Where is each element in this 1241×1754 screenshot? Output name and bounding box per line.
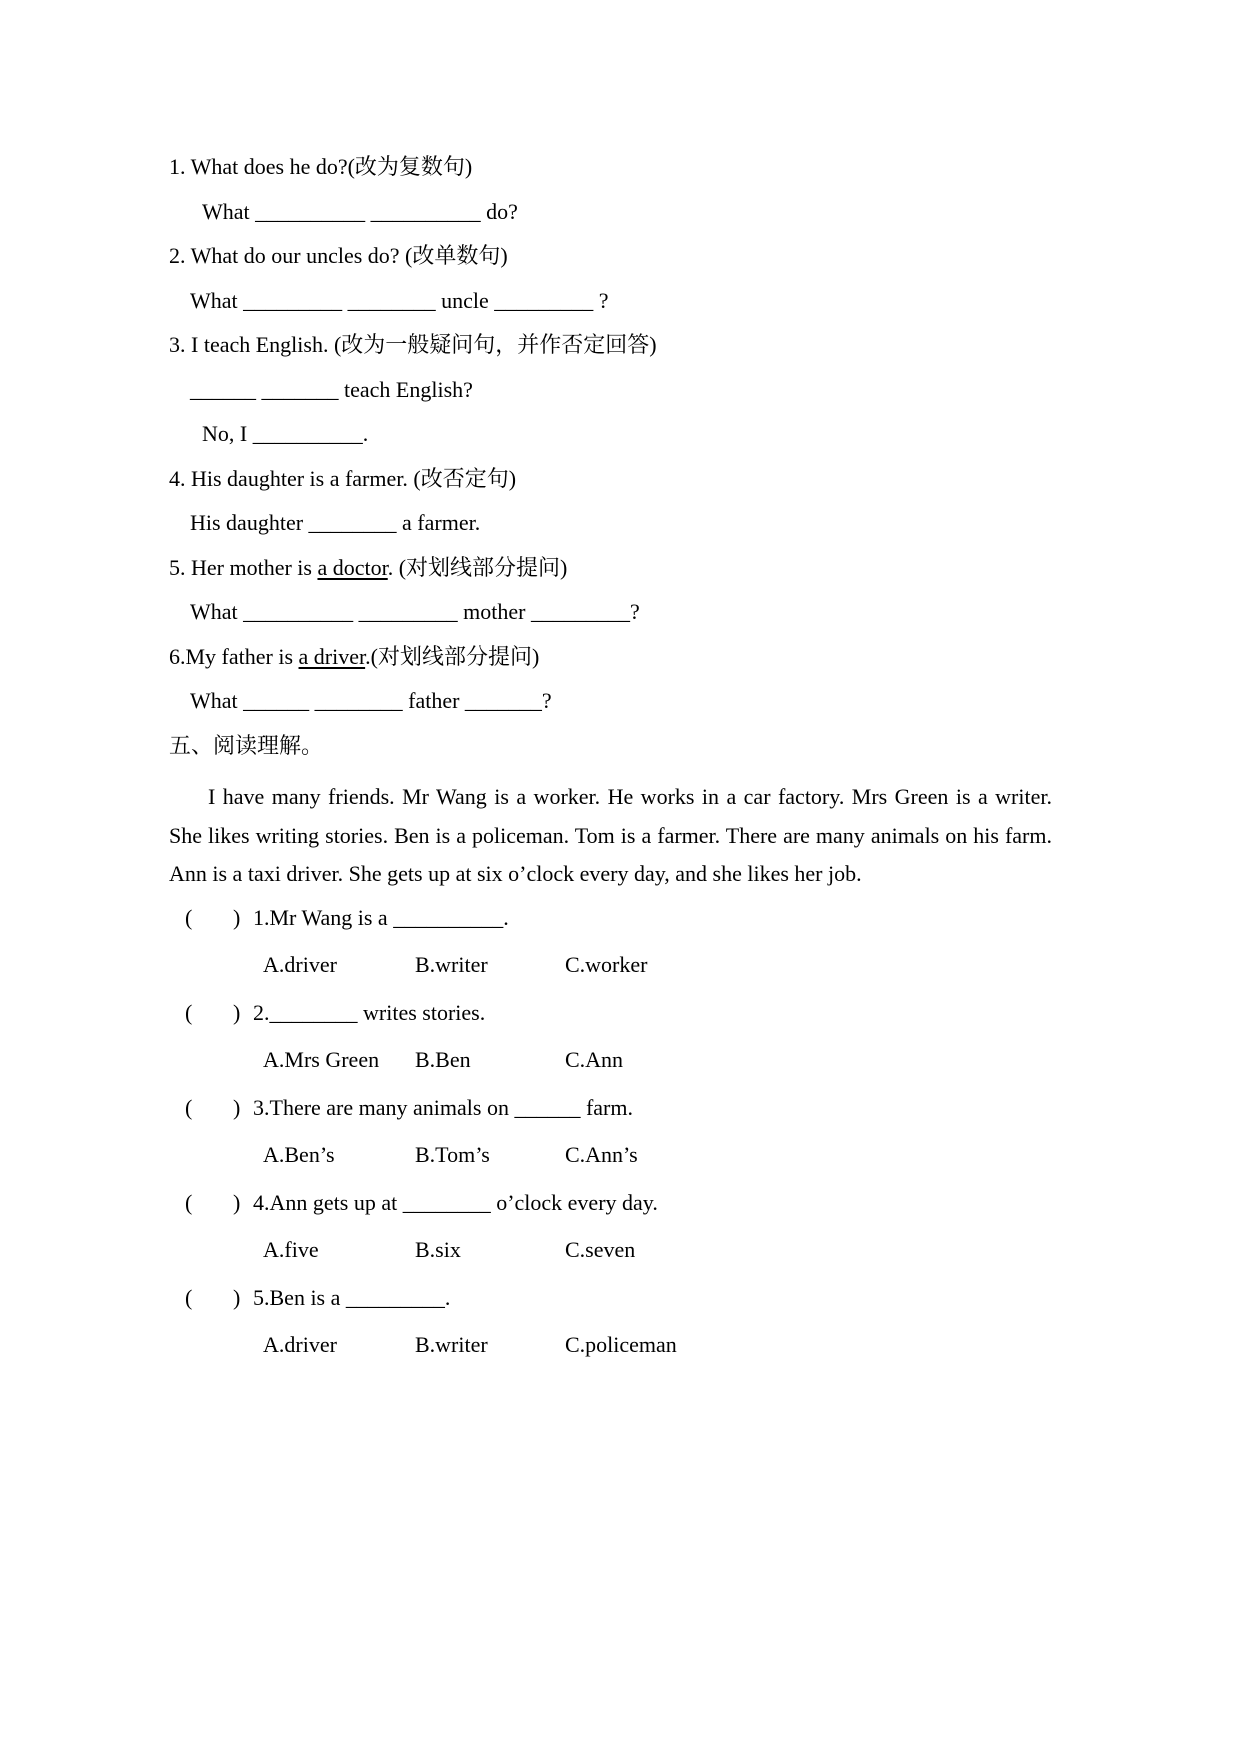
reading-question-2	[169, 989, 1052, 1037]
reading-questions-section	[169, 894, 1052, 1369]
transform-exercises-section	[169, 145, 1052, 768]
exercise-4-answer-text: His daughter ________ a farmer.	[190, 510, 481, 535]
option-c: C.Ann	[565, 1047, 624, 1072]
option-b: B.writer	[415, 1332, 488, 1357]
reading-section-heading: 五、阅读理解。	[169, 732, 324, 758]
exercise-3-answer-line-2	[169, 412, 1052, 457]
option-b: B.Ben	[415, 1047, 471, 1072]
option-a: A.driver	[263, 1332, 337, 1357]
exercise-5-answer-text: What __________ _________ mother _________?	[190, 599, 640, 624]
reading-question-2-options	[169, 1036, 1052, 1084]
reading-question-2-text: 2.________ writes stories.	[253, 999, 486, 1025]
exercise-3-answer-line-1	[169, 368, 1052, 413]
option-a: A.Mrs Green	[263, 1047, 380, 1072]
exercise-2-question	[169, 234, 1052, 279]
reading-question-1-options	[169, 941, 1052, 989]
option-a: A.five	[263, 1237, 319, 1262]
option-c: C.Ann’s	[565, 1142, 638, 1167]
answer-bracket-open: (	[185, 904, 193, 930]
exercise-6-question	[169, 635, 1052, 680]
reading-question-1-text: 1.Mr Wang is a __________.	[253, 904, 509, 930]
exercise-5-question	[169, 546, 1052, 591]
reading-question-1	[169, 894, 1052, 942]
exercise-6-answer-text: What ______ ________ father _______?	[190, 688, 552, 713]
exercise-6-question-post: .(对划线部分提问)	[365, 643, 540, 669]
exercise-5-question-post: . (对划线部分提问)	[387, 554, 568, 580]
exercise-3-question	[169, 323, 1052, 368]
answer-bracket-open: (	[185, 1189, 193, 1215]
exercise-5-answer-line	[169, 590, 1052, 635]
answer-bracket-close: )	[233, 999, 241, 1025]
exercise-5-underlined-phrase: a doctor	[317, 554, 388, 580]
reading-question-5-options	[169, 1321, 1052, 1369]
exercise-1-answer-text: What __________ __________ do?	[202, 198, 518, 224]
option-b: B.Tom’s	[415, 1142, 490, 1167]
answer-bracket-open: (	[185, 1094, 193, 1120]
option-c: C.policeman	[565, 1332, 677, 1357]
reading-question-4	[169, 1179, 1052, 1227]
exercise-1-answer-line	[169, 190, 1052, 235]
exercise-4-answer-line	[169, 501, 1052, 546]
option-b: B.writer	[415, 952, 488, 977]
reading-question-3-options	[169, 1131, 1052, 1179]
exercise-6-underlined-phrase: a driver	[298, 643, 366, 669]
answer-bracket-open: (	[185, 999, 193, 1025]
exercise-4-question-text: 4. His daughter is a farmer. (改否定句)	[169, 465, 517, 491]
option-a: A.driver	[263, 952, 337, 977]
exercise-3-answer-text-1: ______ _______ teach English?	[190, 376, 473, 402]
reading-section-heading-line	[169, 724, 1052, 769]
option-c: C.worker	[565, 952, 648, 977]
reading-question-3	[169, 1084, 1052, 1132]
reading-passage: I have many friends. Mr Wang is a worker. He works in a car factory. Mrs Green is a writer. She likes writing stories. Ben is a policeman. Tom is a farmer. There are many animals on his farm. Ann is a taxi driver. She gets up at six o’clock every day, and she likes her job.	[169, 784, 1052, 886]
exercise-1-question	[169, 145, 1052, 190]
answer-bracket-close: )	[233, 1094, 241, 1120]
answer-bracket-close: )	[233, 1284, 241, 1310]
exercise-5-question-pre: 5. Her mother is	[169, 554, 318, 580]
exercise-1-question-text: 1. What does he do?(改为复数句)	[169, 154, 473, 179]
reading-question-4-options	[169, 1226, 1052, 1274]
exercise-2-answer-line	[169, 279, 1052, 324]
answer-bracket-close: )	[233, 904, 241, 930]
answer-bracket-open: (	[185, 1284, 193, 1310]
exercise-3-answer-text-2: No, I __________.	[202, 421, 369, 446]
exercise-2-answer-text: What _________ ________ uncle _________ ?	[190, 287, 609, 313]
answer-bracket-close: )	[233, 1189, 241, 1215]
exercise-3-question-text: 3. I teach English. (改为一般疑问句，并作否定回答)	[169, 332, 657, 357]
reading-question-5	[169, 1274, 1052, 1322]
reading-question-5-text: 5.Ben is a _________.	[253, 1284, 451, 1310]
exercise-6-question-pre: 6.My father is	[169, 643, 299, 669]
option-a: A.Ben’s	[263, 1142, 335, 1167]
exercise-6-answer-line	[169, 679, 1052, 724]
reading-question-3-text: 3.There are many animals on ______ farm.	[253, 1094, 633, 1120]
reading-question-4-text: 4.Ann gets up at ________ o’clock every day.	[253, 1189, 658, 1215]
exercise-2-question-text: 2. What do our uncles do? (改单数句)	[169, 243, 508, 268]
option-c: C.seven	[565, 1237, 636, 1262]
option-b: B.six	[415, 1237, 461, 1262]
exercise-4-question	[169, 457, 1052, 502]
